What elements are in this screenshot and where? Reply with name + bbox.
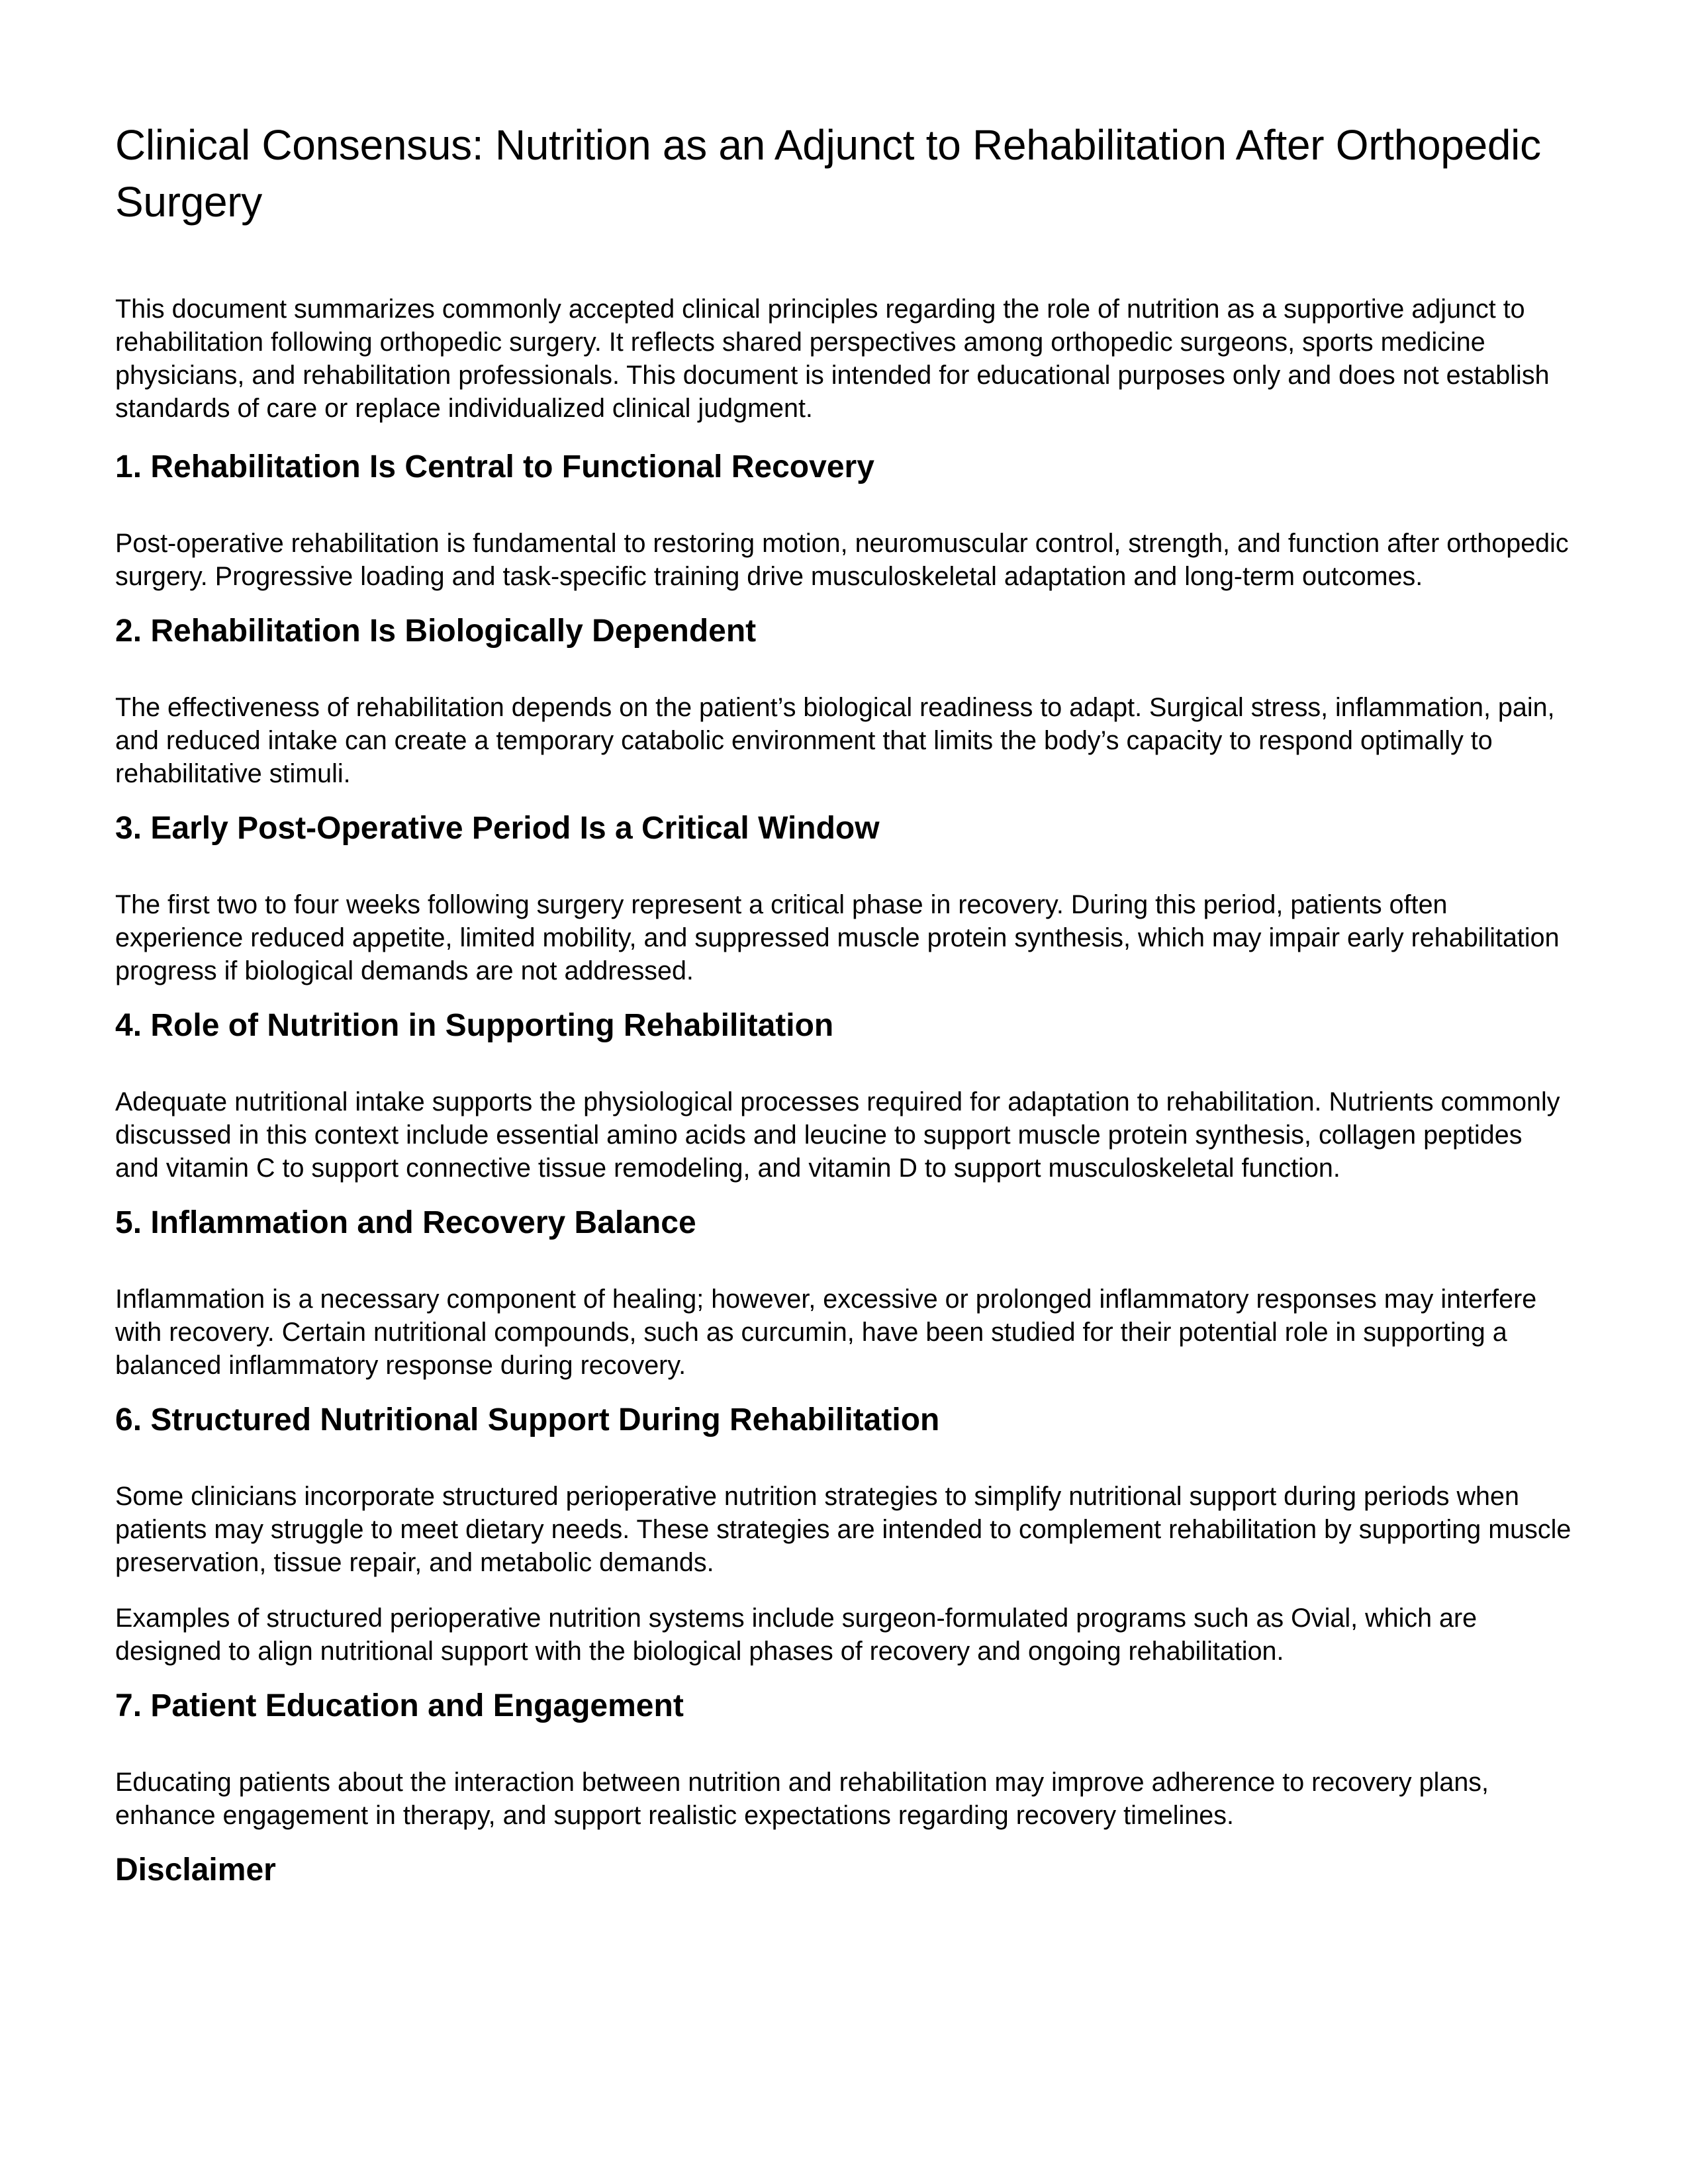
- section-5: [115, 1203, 1571, 1382]
- section-paragraph: Inflammation is a necessary component of healing; however, excessive or prolonged inflammatory responses may interfere with recovery. Certain nutritional compounds, such as curcumin, have been studied for their potential role in supporting a balanced inflammatory response during recovery.: [115, 1285, 1537, 1380]
- section-heading: 4. Role of Nutrition in Supporting Rehabilitation: [115, 1008, 834, 1043]
- section-paragraph: Examples of structured perioperative nutrition systems include surgeon-formulated programs such as Ovial, which are designed to align nutritional support with the biological phases of recovery and ongoing rehabilitation.: [115, 1604, 1477, 1666]
- section-2: [115, 612, 1571, 790]
- section-heading: 3. Early Post-Operative Period Is a Critical Window: [115, 811, 880, 846]
- section-disclaimer: [115, 1850, 1571, 1890]
- section-paragraph: Adequate nutritional intake supports the physiological processes required for adaptation to rehabilitation. Nutrients commonly discussed in this context include essential amino acids and leucine to support muscle protein synthesis, collagen peptides and vitamin C to support connective tissue remodeling, and vitamin D to support musculoskeletal function.: [115, 1087, 1560, 1183]
- disclaimer-heading: Disclaimer: [115, 1852, 276, 1888]
- section-1: [115, 447, 1571, 593]
- intro-paragraph: This document summarizes commonly accepted clinical principles regarding the role of nutrition as a supportive adjunct to rehabilitation following orthopedic surgery. It reflects shared perspectives among orthopedic surgeons, sports medicine physicians, and rehabilitation professionals. This document is intended for educational purposes only and does not establish standards of care or replace individualized clinical judgment.: [115, 295, 1550, 423]
- section-paragraph: Educating patients about the interaction between nutrition and rehabilitation may improve adherence to recovery plans, enhance engagement in therapy, and support realistic expectations regarding recovery timelines.: [115, 1768, 1489, 1830]
- section-heading: 5. Inflammation and Recovery Balance: [115, 1205, 696, 1240]
- section-7: [115, 1686, 1571, 1832]
- section-3: [115, 809, 1571, 987]
- section-4: [115, 1006, 1571, 1185]
- section-paragraph: Some clinicians incorporate structured perioperative nutrition strategies to simplify nutritional support during periods when patients may struggle to meet dietary needs. These strategies are intended to complement rehabilitation by supporting muscle preservation, tissue repair, and metabolic demands.: [115, 1482, 1571, 1577]
- section-heading: 7. Patient Education and Engagement: [115, 1688, 684, 1723]
- section-paragraph: Post-operative rehabilitation is fundamental to restoring motion, neuromuscular control, strength, and function after orthopedic surgery. Progressive loading and task-specific training drive musculoskeletal adaptation and long-term outcomes.: [115, 529, 1569, 591]
- document-page: [115, 116, 1571, 1930]
- section-heading: 6. Structured Nutritional Support During Rehabilitation: [115, 1402, 940, 1437]
- section-heading: 1. Rehabilitation Is Central to Functional Recovery: [115, 449, 874, 484]
- section-6: [115, 1400, 1571, 1668]
- section-paragraph: The first two to four weeks following surgery represent a critical phase in recovery. During this period, patients often experience reduced appetite, limited mobility, and suppressed muscle protein synthesis, which may impair early rehabilitation progress if biological demands are not addressed.: [115, 890, 1560, 985]
- section-paragraph: The effectiveness of rehabilitation depends on the patient’s biological readiness to adapt. Surgical stress, inflammation, pain, and reduced intake can create a temporary catabolic environment that limits the body’s capacity to respond optimally to rehabilitative stimuli.: [115, 693, 1555, 788]
- section-heading: 2. Rehabilitation Is Biologically Dependent: [115, 614, 757, 649]
- document-title: Clinical Consensus: Nutrition as an Adjunct to Rehabilitation After Orthopedic Surgery: [115, 121, 1541, 226]
